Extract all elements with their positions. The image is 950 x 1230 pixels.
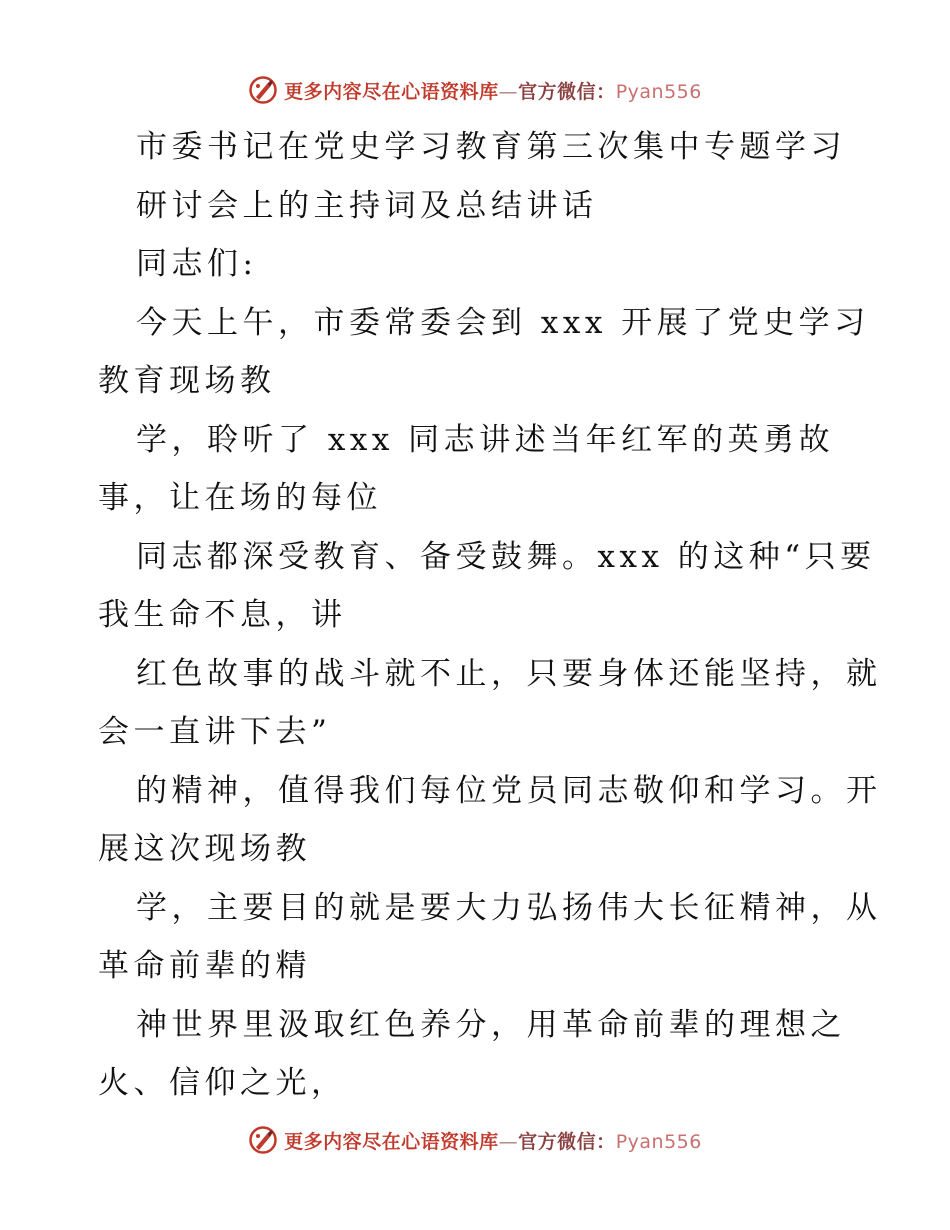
banner-main-text: 更多内容尽在心语资料库 <box>284 1130 499 1153</box>
body-line: 今天上午，市委常委会到 xxx 开展了党史学习 <box>136 304 870 341</box>
body-line: 学，主要目的就是要大力弘扬伟大长征精神，从 <box>136 889 882 926</box>
body-line: 的精神，值得我们每位党员同志敬仰和学习。开 <box>136 772 882 809</box>
banner-main-text: 更多内容尽在心语资料库 <box>284 80 499 103</box>
banner-wechat-id: Pyan556 <box>615 1130 702 1153</box>
body-line: 同志都深受教育、备受鼓舞。xxx 的这种“只要 <box>136 538 876 575</box>
document-body <box>98 118 882 1113</box>
title-line: 研讨会上的主持词及总结讲话 <box>136 187 598 224</box>
body-line: 神世界里汲取红色养分，用革命前辈的理想之 <box>136 1006 846 1043</box>
title-line: 市委书记在党史学习教育第三次集中专题学习 <box>136 129 846 165</box>
body-line: 教育现场教 <box>98 363 276 399</box>
salutation: 同志们: <box>136 246 258 282</box>
banner-official-label: 官方微信： <box>518 80 616 103</box>
body-line: 革命前辈的精 <box>98 948 311 984</box>
body-line: 会一直讲下去” <box>98 714 332 750</box>
body-line: 展这次现场教 <box>98 831 311 867</box>
body-line: 学，聆听了 xxx 同志讲述当年红军的英勇故 <box>136 421 835 458</box>
body-line: 火、信仰之光， <box>98 1065 347 1101</box>
banner-text <box>284 77 702 104</box>
body-line: 事，让在场的每位 <box>98 480 382 516</box>
banner-wechat-id: Pyan556 <box>615 80 702 103</box>
header-banner <box>0 70 950 110</box>
body-line: 我生命不息，讲 <box>98 597 347 633</box>
body-line: 红色故事的战斗就不止，只要身体还能坚持，就 <box>136 655 882 692</box>
banner-official-label: 官方微信： <box>518 1130 616 1153</box>
footer-banner <box>0 1120 950 1160</box>
banner-text <box>284 1127 702 1154</box>
pen-logo-icon <box>248 1125 278 1155</box>
pen-logo-icon <box>248 75 278 105</box>
banner-separator: — <box>498 1130 519 1153</box>
banner-separator: — <box>498 80 519 103</box>
